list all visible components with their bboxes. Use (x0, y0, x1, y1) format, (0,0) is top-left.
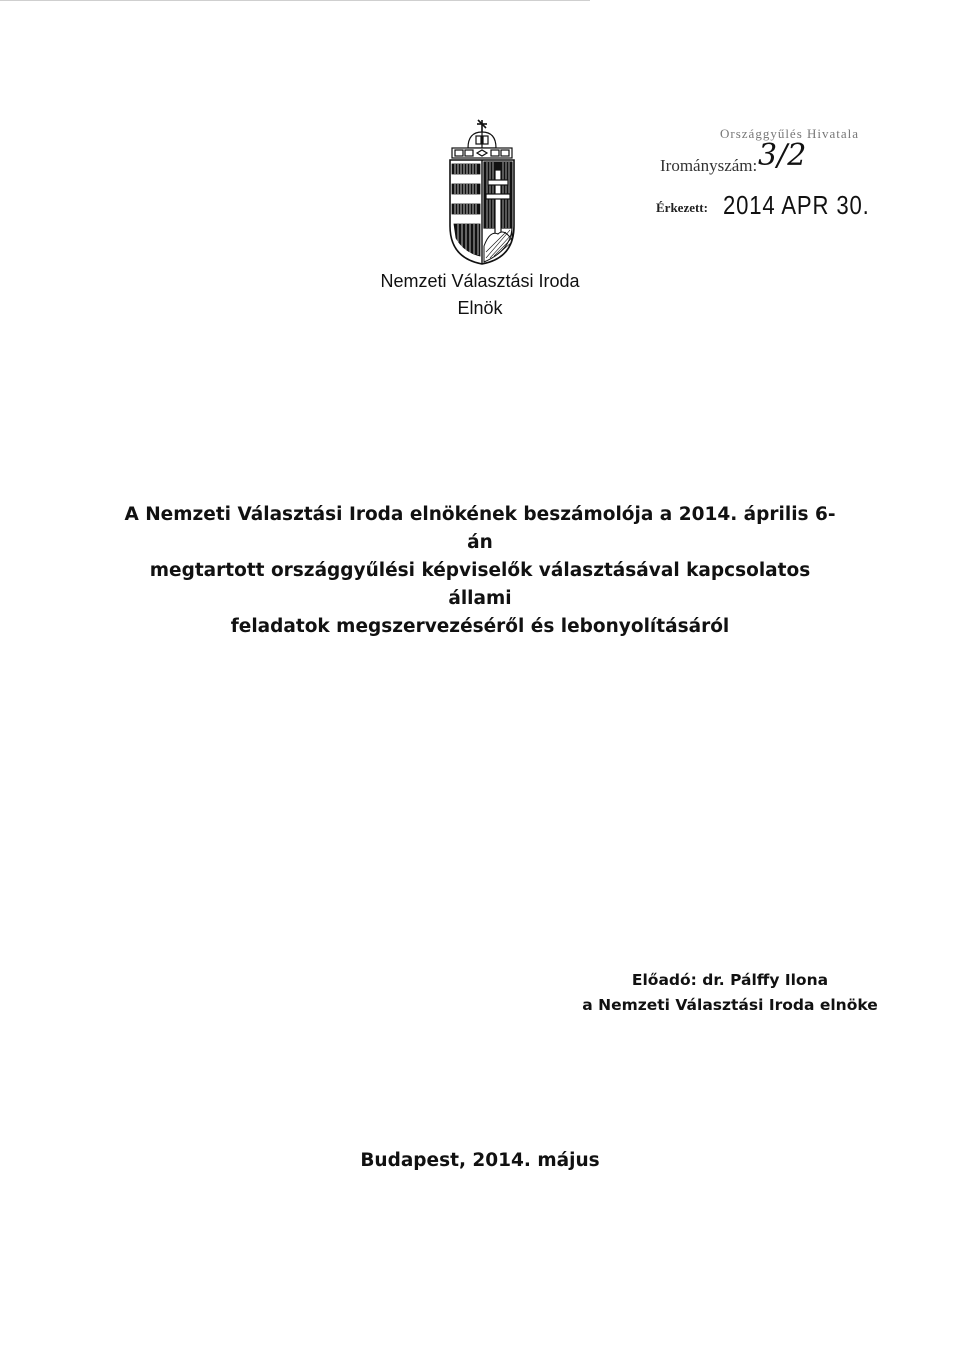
stamp-iktatoszam-label: Irományszám: (660, 156, 758, 175)
title-line-1: A Nemzeti Választási Iroda elnökének beszámolója a 2014. április 6-án (124, 504, 836, 553)
stamp-erkezett-date: 2014 APR 30. (723, 190, 870, 220)
place-and-date: Budapest, 2014. május (360, 1150, 600, 1171)
coat-of-arms-icon (446, 118, 518, 268)
title-line-3: feladatok megszervezéséről és lebonyolításáról (230, 616, 730, 637)
issuer-position: Elnök (457, 298, 503, 318)
presenter-block (540, 968, 920, 1018)
stamp-erkezett-label: Érkezett: (656, 200, 708, 215)
title-line-2: megtartott országgyűlési képviselők választásával kapcsolatos állami (149, 560, 811, 609)
stamp-iktatoszam-value: 3/2 (758, 138, 807, 173)
issuer-block (330, 268, 630, 322)
crown-cross (477, 120, 487, 132)
double-cross (484, 162, 512, 234)
issuer-office: Nemzeti Választási Iroda (380, 271, 580, 291)
presenter-line-1: Előadó: dr. Pálffy Ilona (631, 971, 829, 989)
holy-crown (452, 132, 512, 158)
page-top-rule (0, 0, 590, 1)
presenter-line-2: a Nemzeti Választási Iroda elnöke (582, 996, 878, 1014)
document-title (120, 501, 840, 641)
stamp-header: Országgyűlés Hivatala (720, 126, 860, 141)
registry-stamp (650, 120, 880, 240)
